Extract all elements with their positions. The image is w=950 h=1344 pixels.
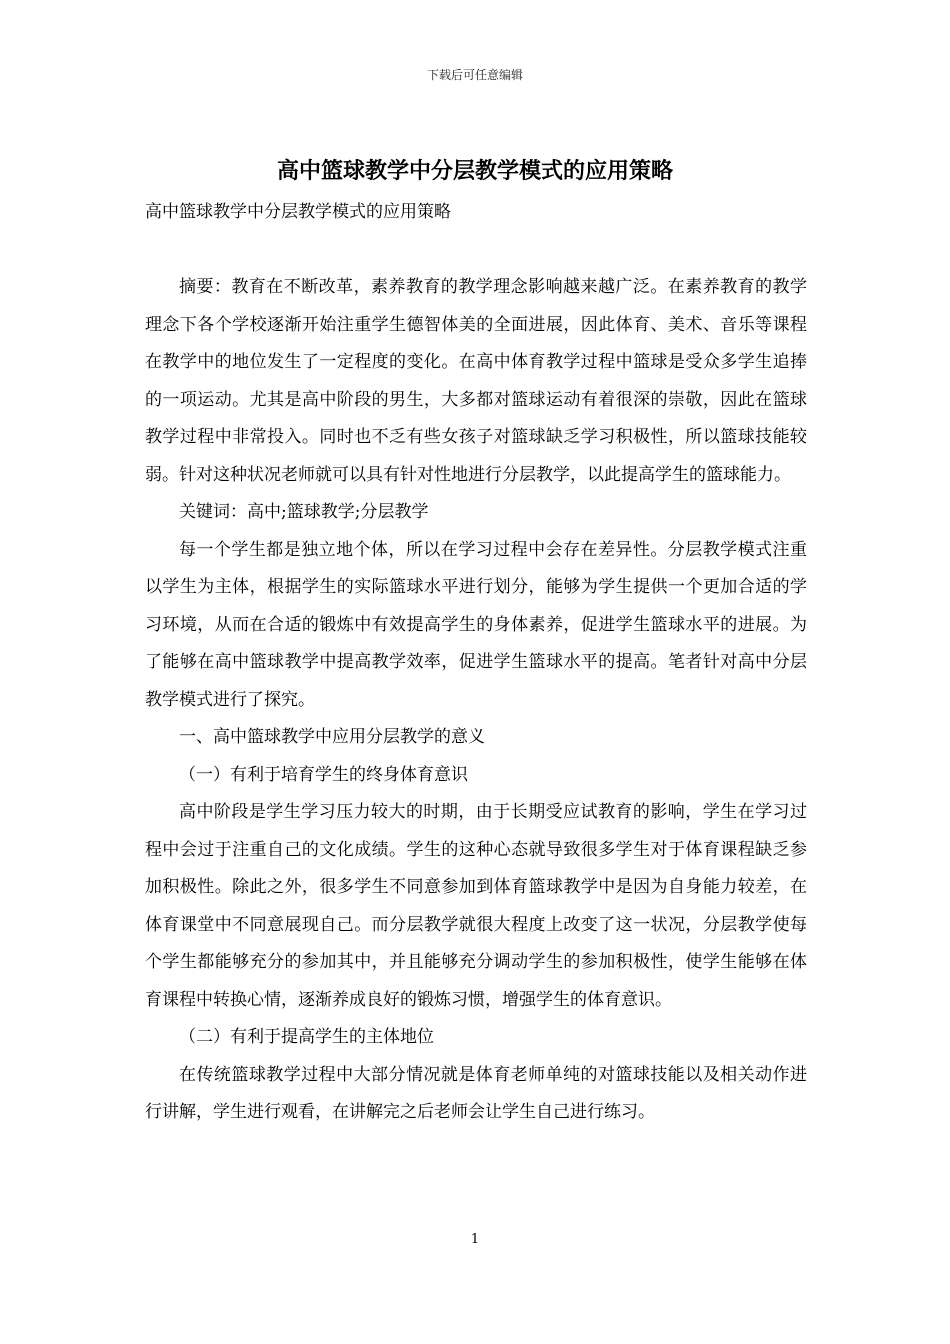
document-subtitle: 高中篮球教学中分层教学模式的应用策略	[145, 202, 451, 222]
page-number: 1	[470, 1232, 480, 1247]
subsection-heading-1: （一）有利于培育学生的终身体育意识	[179, 764, 468, 785]
header-note: 下载后可任意编辑	[426, 68, 523, 82]
intro-paragraph: 每一个学生都是独立地个体，所以在学习过程中会存在差异性。分层教学模式注重以学生为主体，根据学生的实际篮球水平进行划分，能够为学生提供一个更加合适的学习环境，从而在合适的锻炼中有效提高学生的身体素养，促进学生篮球水平的进展。为了能够在高中篮球教学中提高教学效率，促进学生篮球水平的提高。笔者针对高中分层教学模式进行了探究。	[145, 539, 807, 710]
body-paragraph: 高中阶段是学生学习压力较大的时期，由于长期受应试教育的影响，学生在学习过程中会过于注重自己的文化成绩。学生的这种心态就导致很多学生对于体育课程缺乏参加积极性。除此之外，很多学生不同意参加到体育篮球教学中是因为自身能力较差，在体育课堂中不同意展现自己。而分层教学就很大程度上改变了这一状况，分层教学使每个学生都能够充分的参加其中，并且能够充分调动学生的参加积极性，使学生能够在体育课程中转换心情，逐渐养成良好的锻炼习惯，增强学生的体育意识。	[145, 802, 807, 1010]
keywords-paragraph: 关键词：高中;篮球教学;分层教学	[179, 502, 429, 522]
body-paragraph: 在传统篮球教学过程中大部分情况就是体育老师单纯的对篮球技能以及相关动作进行讲解，学生进行观看，在讲解完之后老师会让学生自己进行练习。	[145, 1064, 807, 1122]
abstract-paragraph: 摘要：教育在不断改革，素养教育的教学理念影响越来越广泛。在素养教育的教学理念下各个学校逐渐开始注重学生德智体美的全面进展，因此体育、美术、音乐等课程在教学中的地位发生了一定程度的变化。在高中体育教学过程中篮球是受众多学生追捧的一项运动。尤其是高中阶段的男生，大多都对篮球运动有着很深的崇敬，因此在篮球教学过程中非常投入。同时也不乏有些女孩子对篮球缺乏学习积极性，所以篮球技能较弱。针对这种状况老师就可以具有针对性地进行分层教学，以此提高学生的篮球能力。	[145, 277, 807, 485]
section-heading-1: 一、高中篮球教学中应用分层教学的意义	[179, 727, 485, 747]
subsection-heading-2: （二）有利于提高学生的主体地位	[179, 1027, 434, 1047]
document-body	[145, 269, 807, 1132]
document-title: 高中篮球教学中分层教学模式的应用策略	[276, 158, 673, 184]
